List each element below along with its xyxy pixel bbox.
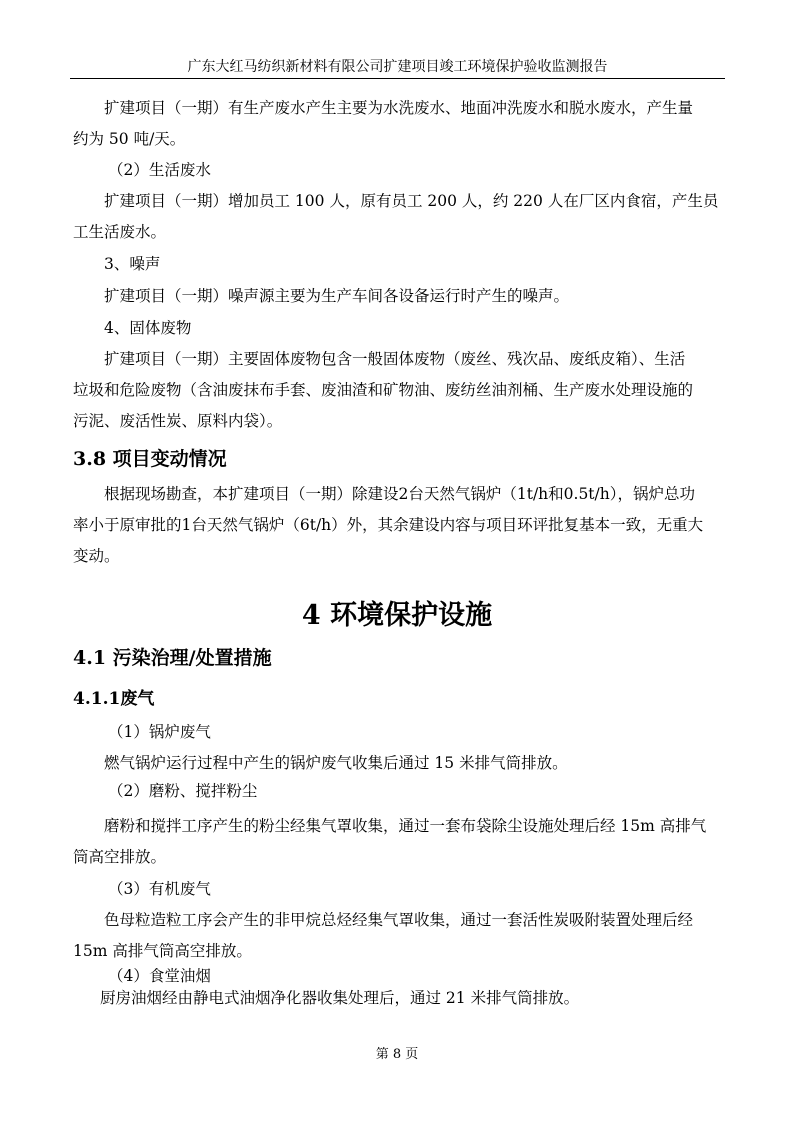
paragraph-line: 厨房油烟经由静电式油烟净化器收集处理后，通过 21 米排气筒排放。 [100,989,580,1007]
paragraph-line: 垃圾和危险废物（含油废抹布手套、废油渣和矿物油、废纺丝油剂桶、生产废水处理设施的 [73,381,694,399]
paragraph-line: 率小于原审批的1台天然气锅炉（6t/h）外，其余建设内容与项目环评批复基本一致，无重大 [73,516,704,534]
list-item-label: （1）锅炉废气 [108,723,211,741]
paragraph-line: 工生活废水。 [73,223,167,241]
subsection-label: （2）生活废水 [108,161,211,179]
paragraph-line: 污泥、废活性炭、原料内袋）。 [73,412,283,430]
paragraph-line: 扩建项目（一期）有生产废水产生主要为水洗废水、地面冲洗废水和脱水废水，产生量 [104,99,694,117]
paragraph-line: 扩建项目（一期）主要固体废物包含一般固体废物（废丝、残次品、废纸皮箱）、生活 [104,350,686,368]
paragraph-line: 磨粉和搅拌工序产生的粉尘经集气罩收集，通过一套布袋除尘设施处理后经 15m 高排气 [104,817,707,835]
list-item-label: （3）有机废气 [108,880,211,898]
running-header: 广东大红马纺织新材料有限公司扩建项目竣工环境保护验收监测报告 [187,59,608,75]
paragraph-line: 筒高空排放。 [73,848,167,866]
list-item-label: （2）磨粉、搅拌粉尘 [108,782,258,800]
subsection-label: 4、固体废物 [104,319,192,337]
paragraph-line: 15m 高排气筒高空排放。 [73,942,252,960]
paragraph-line: 变动。 [73,547,120,565]
section-heading-3-8: 3.8 项目变动情况 [73,448,227,470]
paragraph-line: 约为 50 吨/天。 [73,130,186,148]
list-item-label: （4）食堂油烟 [108,967,211,985]
paragraph-line: 燃气锅炉运行过程中产生的锅炉废气收集后通过 15 米排气筒排放。 [104,754,568,772]
section-heading-4-1: 4.1 污染治理/处置措施 [73,647,272,669]
chapter-heading-4: 4 环境保护设施 [301,600,493,631]
paragraph-line: 扩建项目（一期）增加员工 100 人，原有员工 200 人，约 220 人在厂区内食宿，产生员 [104,192,719,210]
page-number: 第 8 页 [375,1047,419,1062]
paragraph-line: 根据现场勘查，本扩建项目（一期）除建设2台天然气锅炉（1t/h和0.5t/h），锅炉总功 [104,485,695,503]
paragraph-line: 扩建项目（一期）噪声源主要为生产车间各设备运行时产生的噪声。 [104,287,570,305]
paragraph-line: 色母粒造粒工序会产生的非甲烷总烃经集气罩收集，通过一套活性炭吸附装置处理后经 [104,911,694,929]
subsection-label: 3、噪声 [104,255,161,273]
header-rule [70,78,725,79]
subsection-heading-4-1-1: 4.1.1废气 [73,689,155,709]
